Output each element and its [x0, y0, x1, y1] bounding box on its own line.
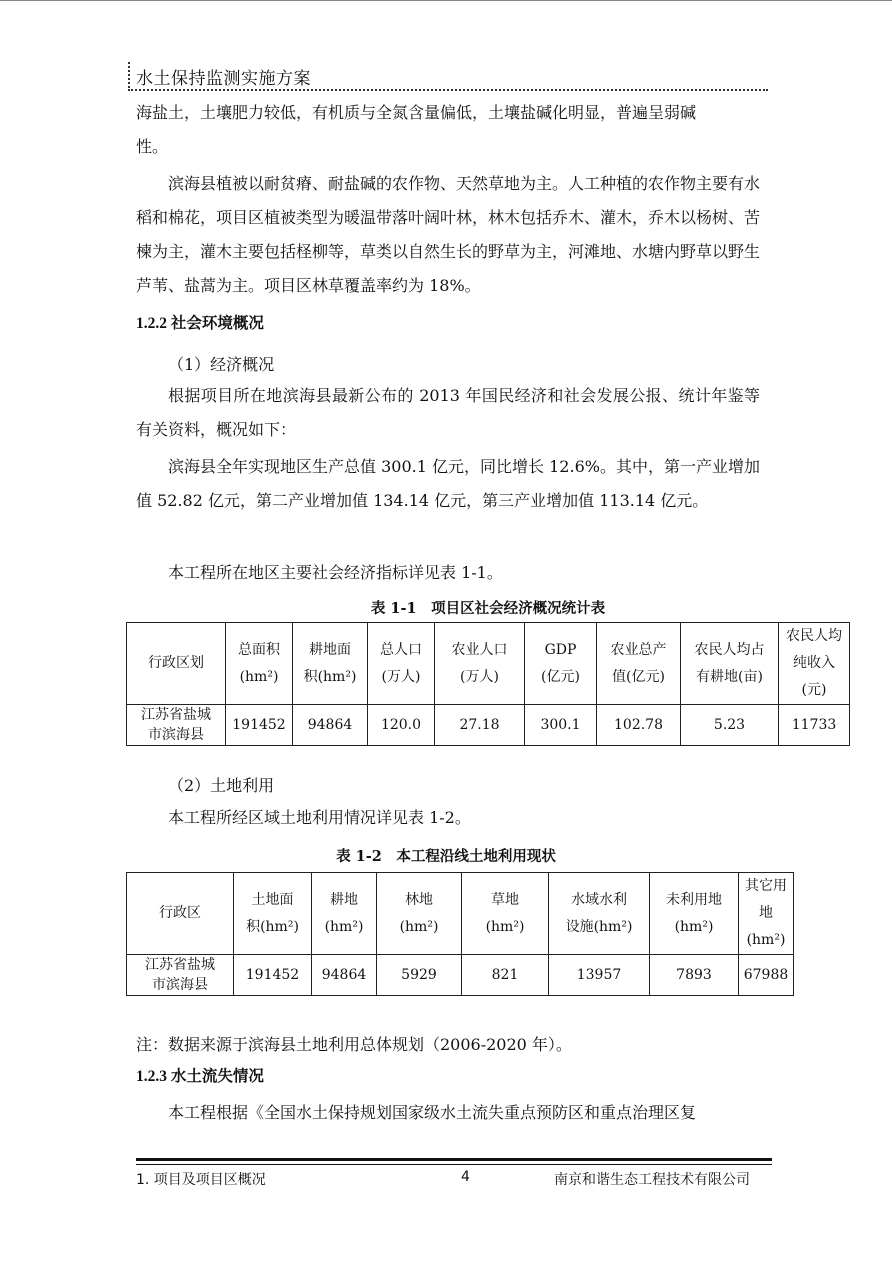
- footer-thin-rule: [136, 1164, 772, 1165]
- table1-cell-farmland: 94864: [293, 705, 368, 746]
- cell-text: 江苏省盐城: [145, 957, 215, 973]
- cell-text: 总面积: [238, 641, 280, 658]
- table2-caption: 表 1-2 本工程沿线土地利用现状: [336, 848, 556, 865]
- cell-unit: 有耕地(亩): [696, 668, 763, 685]
- page-header: [128, 62, 768, 90]
- table2-header-region: [127, 873, 234, 955]
- table-row: [127, 623, 850, 705]
- header-dotted-rule: [128, 89, 768, 91]
- table-land-use: [126, 872, 794, 996]
- table2-cell-unused: 7893: [650, 955, 739, 996]
- footer-thick-rule: [136, 1158, 772, 1161]
- cell-text: GDP: [544, 641, 577, 658]
- table2-header-grassland: [462, 873, 549, 955]
- cell-unit: 积(hm²): [246, 918, 299, 935]
- table2-cell-grassland: 821: [462, 955, 549, 996]
- table-row: [127, 873, 794, 955]
- table2-header-forest: [377, 873, 462, 955]
- table2-header-water: [549, 873, 650, 955]
- table1-header-agri-population: [435, 623, 525, 705]
- table2-cell-water: 13957: [549, 955, 650, 996]
- cell-text: 未利用地: [666, 891, 722, 908]
- cell-unit: (hm²): [674, 918, 714, 935]
- page-number: 4: [461, 1169, 470, 1185]
- cell-unit: (hm²): [746, 932, 786, 948]
- cell-text: 农业人口: [451, 641, 508, 658]
- cell-unit: (万人): [381, 668, 421, 685]
- cell-text: 草地: [491, 891, 519, 908]
- table2-cell-forest: 5929: [377, 955, 462, 996]
- table2-header-other: [739, 873, 794, 955]
- table1-cell-region: [127, 705, 226, 746]
- table2-header-land-area: [234, 873, 312, 955]
- cell-text: 江苏省盐城: [141, 707, 211, 723]
- cell-unit: 纯收入(元): [793, 655, 835, 698]
- cell-text: 行政区: [159, 905, 201, 921]
- table1-header-income: [779, 623, 850, 705]
- table2-cell-other: 67988: [739, 955, 794, 996]
- table1-header-region: [127, 623, 226, 705]
- header-dotted-mark: [128, 62, 130, 88]
- cell-text: 林地: [405, 891, 433, 908]
- table1-cell-area: 191452: [226, 705, 293, 746]
- footer-company: 南京和谐生态工程技术有限公司: [554, 1172, 750, 1188]
- table1-header-agri-output: [597, 623, 681, 705]
- cell-unit: (hm²): [485, 918, 525, 935]
- cell-text: 耕地: [330, 891, 358, 908]
- paragraph-soil-line2: 性。: [136, 137, 169, 156]
- data-source-note: 注：数据来源于滨海县土地利用总体规划（2006-2020 年）。: [136, 1035, 572, 1054]
- table1-cell-income: 11733: [779, 705, 850, 746]
- table2-cell-region: [127, 955, 234, 996]
- table1-cell-gdp: 300.1: [525, 705, 597, 746]
- table1-header-farmland: [293, 623, 368, 705]
- cell-unit: (hm²): [399, 918, 439, 935]
- table1-caption: 表 1-1 项目区社会经济概况统计表: [370, 600, 606, 617]
- table-socioeconomic: [126, 622, 850, 746]
- subheading-land-use: （2）土地利用: [168, 776, 275, 795]
- cell-unit: (hm²): [239, 668, 279, 685]
- table1-cell-farmland-per-capita: 5.23: [681, 705, 779, 746]
- table1-header-area: [226, 623, 293, 705]
- paragraph-economy-source: 根据项目所在地滨海县最新公布的 2013 年国民经济和社会发展公报、统计年鉴等有关资料，概况如下：: [136, 386, 760, 439]
- paragraph-gdp: 滨海县全年实现地区生产总值 300.1 亿元，同比增长 12.6%。其中，第一产业增加值 52.82 亿元，第二产业增加值 134.14 亿元，第三产业增加值 113.14 亿元。: [136, 457, 760, 510]
- subheading-economy: （1）经济概况: [168, 355, 275, 374]
- cell-unit: (hm²): [324, 918, 364, 935]
- cell-unit: 积(hm²): [303, 668, 357, 685]
- cell-text: 市滨海县: [152, 977, 208, 993]
- cell-unit: (亿元): [541, 668, 580, 685]
- paragraph-soil-line1: 海盐土，土壤肥力较低，有机质与全氮含量偏低，土壤盐碱化明显，普遍呈弱碱: [136, 103, 697, 122]
- section-heading-1-2-2: 1.2.2 社会环境概况: [136, 315, 264, 332]
- table2-header-farmland: [312, 873, 377, 955]
- cell-unit: 值(亿元): [612, 668, 665, 685]
- table1-header-gdp: [525, 623, 597, 705]
- cell-text: 市滨海县: [148, 727, 204, 743]
- cell-text: 其它用地: [745, 878, 787, 921]
- cell-text: 土地面: [251, 891, 294, 908]
- section-heading-1-2-3: 1.2.3 水土流失情况: [136, 1068, 264, 1085]
- table1-cell-population: 120.0: [368, 705, 435, 746]
- table-row: [127, 705, 850, 746]
- table-row: [127, 955, 794, 996]
- cell-text: 农民人均: [786, 628, 842, 644]
- top-border: [0, 0, 892, 1]
- table1-header-population: [368, 623, 435, 705]
- paragraph-table1-ref: 本工程所在地区主要社会经济指标详见表 1-1。: [168, 563, 503, 582]
- cell-unit: (万人): [460, 668, 499, 685]
- table2-header-unused: [650, 873, 739, 955]
- paragraph-vegetation: 滨海县植被以耐贫瘠、耐盐碱的农作物、天然草地为主。人工种植的农作物主要有水稻和棉花，项目区植被类型为暖温带落叶阔叶林，林木包括乔木、灌木，乔木以杨树、苦楝为主，灌木主要包括柽柳等，草类以自然生长的野草为主，河滩地、水塘内野草以野生芦苇、盐蒿为主。项目区林草覆盖率约为 18%。: [136, 174, 761, 295]
- cell-text: 农业总产: [610, 641, 667, 658]
- paragraph-erosion: 本工程根据《全国水土保持规划国家级水土流失重点预防区和重点治理区复: [168, 1103, 697, 1122]
- table2-cell-land-area: 191452: [234, 955, 312, 996]
- cell-text: 水域水利: [571, 891, 627, 908]
- cell-text: 耕地面: [309, 641, 351, 658]
- cell-text: 总人口: [380, 641, 422, 658]
- footer-chapter: 1. 项目及项目区概况: [136, 1172, 266, 1188]
- table1-header-farmland-per-capita: [681, 623, 779, 705]
- header-title: 水土保持监测实施方案: [136, 69, 311, 89]
- cell-unit: 设施(hm²): [565, 918, 633, 935]
- cell-text: 农民人均占: [694, 641, 765, 658]
- paragraph-table2-ref: 本工程所经区域土地利用情况详见表 1-2。: [168, 808, 471, 827]
- table1-cell-agri-population: 27.18: [435, 705, 525, 746]
- cell-text: 行政区划: [148, 655, 204, 671]
- table2-cell-farmland: 94864: [312, 955, 377, 996]
- table1-cell-agri-output: 102.78: [597, 705, 681, 746]
